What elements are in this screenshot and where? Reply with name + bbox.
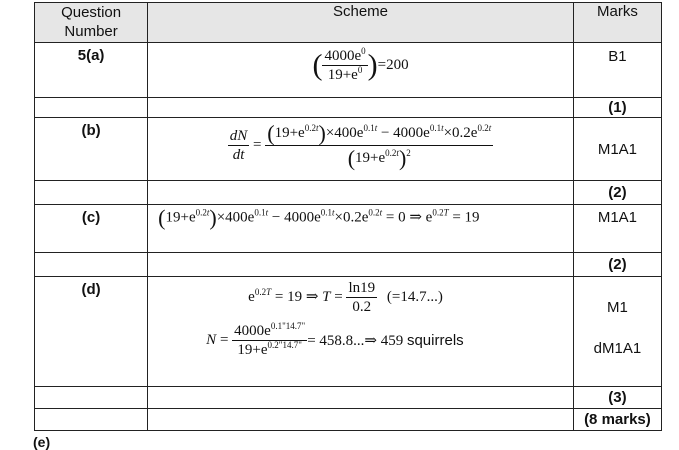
part-b-mark: M1A1 [573,118,661,181]
part-d-fraction: $\frac{4000e^{0.1"14.7"}}{19+e^{0.2"14.7"}}$ [234,321,306,358]
total-marks: (8 marks) [573,409,661,431]
row-total [35,409,662,431]
row-part-b [35,118,662,181]
part-b-fraction: $\frac{(19+e^{0.2t})\times 400e^{0.1t} - 4000e^{0.1t}\times 0.2e^{0.2t}}{(19+e^{0.2t})^2}$ [267,120,492,171]
row-part-d-subtotal [35,387,662,409]
part-d-mark-1: M1 [607,299,628,316]
part-b-label: (b) [35,118,148,181]
part-a-subtotal: (1) [573,98,661,118]
row-part-c [35,205,662,253]
part-d-marks [573,277,661,387]
part-c-mark: M1A1 [573,205,661,253]
header-question: Question Number [35,3,148,43]
row-part-c-subtotal [35,253,662,277]
part-d-label: (d) [35,277,148,387]
part-c-result-end: = 19 [448,209,480,226]
part-d-subtotal: (3) [573,387,661,409]
part-a-fraction: $\frac{4000e^0}{19+e^0}$ [324,46,366,83]
mark-scheme-table [34,2,662,431]
part-d-mark-2: dM1A1 [593,340,642,357]
part-c-result: = 0 ⇒ e [385,209,433,226]
part-a-mark: B1 [573,43,661,98]
header-row [35,3,662,43]
header-marks: Marks [573,3,661,43]
part-c-label: (c) [35,205,148,253]
next-part-label: (e) [33,434,51,450]
part-d-approx: (=14.7...) [386,289,443,305]
part-d-unit: squirrels [406,332,464,349]
row-part-d [35,277,662,387]
row-part-b-subtotal [35,181,662,205]
part-a-scheme: ( $\frac{4000e^0}{19+e^0}$ )=200 [148,43,574,98]
part-d-value: = 458.8...⇒ 459 [307,333,404,349]
row-part-a-subtotal [35,98,662,118]
part-d-scheme: $e^{0.2T} = 19$ ⇒ T = $\frac{\ln 19}{0.2}$ (=14.7...) N = $\frac{4000e^{0.1"14.7"}}{19+e^{0.2"14.7"}}$ = 458.8...⇒ 459 squirrels [148,277,574,387]
header-scheme: Scheme [148,3,574,43]
row-part-a [35,43,662,98]
part-c-subtotal: (2) [573,253,661,277]
part-b-scheme: $\frac{dN}{dt}$ = $\frac{(19+e^{0.2t})\times 400e^{0.1t} - 4000e^{0.1t}\times 0.2e^{0.2t}}{(19+e^{0.2t})^2}$ [148,118,574,181]
part-a-rhs: =200 [377,57,409,73]
part-c-scheme: $(19+e^{0.2t})\times 400e^{0.1t} - 4000e^{0.1t}\times 0.2e^{0.2t} = 0$ ⇒ $e^{0.2T} = 19$ [148,205,574,253]
part-b-subtotal: (2) [573,181,661,205]
part-a-label: 5(a) [35,43,148,98]
